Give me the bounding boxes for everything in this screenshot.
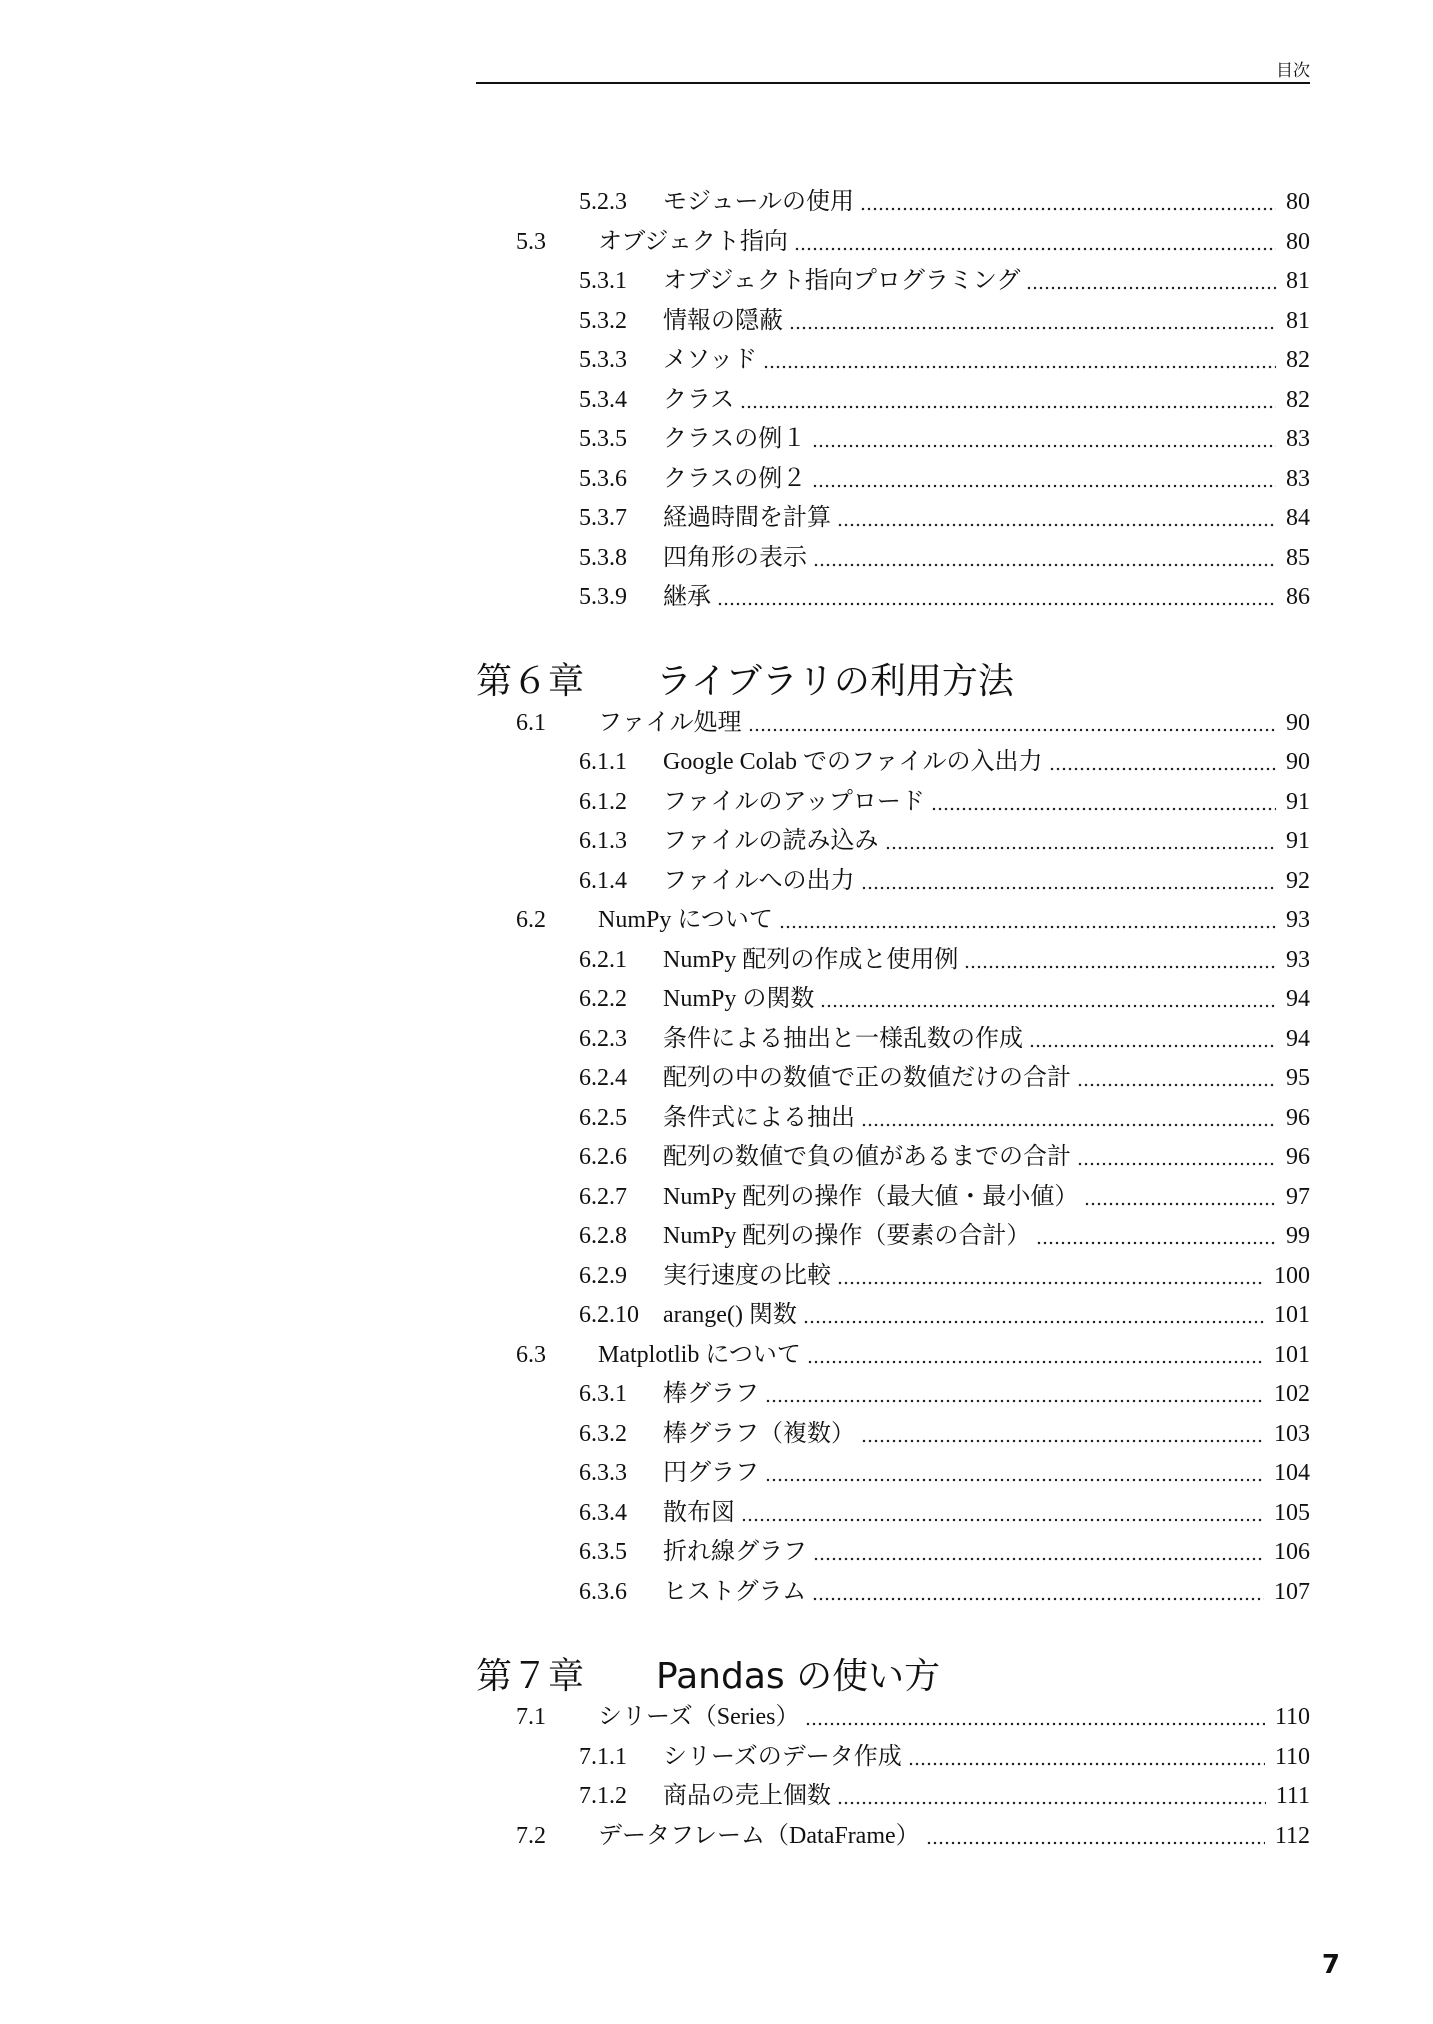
entry-title: メソッド	[663, 347, 758, 373]
entry-number: 7.1.2	[579, 1783, 627, 1809]
entry-number: 6.2.3	[579, 1025, 627, 1052]
entry-page-number: 94	[1286, 1025, 1310, 1052]
dot-leader	[1026, 285, 1276, 291]
entry-page-number: 93	[1286, 946, 1310, 973]
dot-leader	[807, 1359, 1264, 1365]
dot-leader	[1036, 1240, 1276, 1246]
entry-title: NumPy 配列の操作（最大値・最小値）	[663, 1183, 1079, 1210]
toc-subsection-entry[interactable]	[579, 1414, 1310, 1454]
entry-title: モジュールの使用	[663, 189, 855, 215]
entry-page-number: 94	[1286, 986, 1310, 1012]
toc-subsection-entry[interactable]	[579, 979, 1310, 1019]
chapter-title: Pandas の使い方	[656, 1655, 941, 1697]
dot-leader	[812, 1596, 1264, 1602]
dot-leader	[794, 246, 1276, 252]
dot-leader	[926, 1840, 1265, 1846]
chapter-number: 第７章	[476, 1655, 585, 1697]
entry-page-number: 91	[1286, 828, 1310, 854]
toc-subsection-entry[interactable]	[579, 419, 1310, 459]
toc-section-entry[interactable]	[516, 1335, 1310, 1375]
dot-leader	[763, 364, 1276, 370]
toc-subsection-entry[interactable]	[579, 1374, 1310, 1414]
entry-page-number: 112	[1274, 1822, 1310, 1849]
entry-number: 6.3.3	[579, 1460, 627, 1486]
entry-title: ヒストグラム	[663, 1578, 807, 1605]
entry-number: 5.3.3	[579, 347, 627, 373]
toc-subsection-entry[interactable]	[579, 380, 1310, 420]
running-header: 目次	[1276, 61, 1310, 81]
entry-title: 条件による抽出と一様乱数の作成	[663, 1025, 1023, 1052]
toc-subsection-entry[interactable]	[579, 1137, 1310, 1177]
entry-number: 5.3.2	[579, 307, 627, 334]
entry-number: 6.2.8	[579, 1223, 627, 1249]
dot-leader	[861, 1122, 1276, 1128]
toc-subsection-entry[interactable]	[579, 742, 1310, 782]
entry-title: データフレーム（DataFrame）	[598, 1822, 920, 1849]
entry-number: 6.2.2	[579, 986, 627, 1012]
entry-number: 6.2.7	[579, 1183, 627, 1210]
toc-subsection-entry[interactable]	[579, 340, 1310, 380]
entry-title: クラスの例１	[663, 426, 807, 452]
entry-title: 配列の数値で負の値があるまでの合計	[663, 1144, 1071, 1170]
entry-number: 5.3.4	[579, 386, 627, 413]
toc-section-entry[interactable]	[516, 222, 1310, 262]
entry-number: 6.1.2	[579, 788, 627, 815]
entry-page-number: 97	[1286, 1183, 1310, 1210]
entry-number: 6.3.4	[579, 1499, 627, 1526]
dot-leader	[837, 1800, 1266, 1806]
entry-number: 6.3.5	[579, 1539, 627, 1565]
toc-subsection-entry[interactable]	[579, 1572, 1310, 1612]
entry-page-number: 110	[1274, 1704, 1310, 1730]
toc-subsection-entry[interactable]	[579, 498, 1310, 538]
entry-title: NumPy 配列の作成と使用例	[663, 946, 959, 973]
entry-title: オブジェクト指向プログラミング	[663, 268, 1021, 294]
entry-title: シリーズのデータ作成	[663, 1743, 902, 1770]
entry-number: 6.2	[516, 907, 546, 933]
entry-number: 5.3.7	[579, 505, 627, 531]
toc-subsection-entry[interactable]	[579, 538, 1310, 578]
entry-title: ファイル処理	[598, 709, 742, 736]
toc-subsection-entry[interactable]	[579, 577, 1310, 617]
toc-subsection-entry[interactable]	[579, 1776, 1310, 1816]
entry-page-number: 111	[1275, 1783, 1310, 1809]
entry-number: 7.1	[516, 1704, 546, 1730]
entry-title: NumPy の関数	[663, 986, 815, 1012]
entry-number: 5.3.8	[579, 544, 627, 571]
toc-subsection-entry[interactable]	[579, 1737, 1310, 1777]
dot-leader	[748, 727, 1276, 733]
entry-number: 5.3	[516, 228, 546, 255]
entry-page-number: 104	[1274, 1460, 1310, 1486]
entry-number: 5.3.6	[579, 465, 627, 492]
entry-page-number: 105	[1274, 1499, 1310, 1526]
dot-leader	[837, 1280, 1264, 1286]
entry-page-number: 83	[1286, 426, 1310, 452]
entry-page-number: 92	[1286, 867, 1310, 894]
toc-section-entry[interactable]	[516, 1816, 1310, 1856]
dot-leader	[1084, 1201, 1276, 1207]
entry-page-number: 106	[1274, 1539, 1310, 1565]
dot-leader	[779, 924, 1276, 930]
entry-page-number: 93	[1286, 907, 1310, 933]
toc-subsection-entry[interactable]	[579, 1058, 1310, 1098]
toc-subsection-entry[interactable]	[579, 1256, 1310, 1296]
header-rule	[476, 82, 1310, 84]
dot-leader	[1077, 1161, 1276, 1167]
entry-page-number: 80	[1286, 189, 1310, 215]
toc-subsection-entry[interactable]	[579, 1453, 1310, 1493]
entry-title: 商品の売上個数	[663, 1783, 831, 1809]
toc-subsection-entry[interactable]	[579, 861, 1310, 901]
dot-leader	[717, 601, 1276, 607]
toc-subsection-entry[interactable]	[579, 1177, 1310, 1217]
toc-section-entry[interactable]	[516, 703, 1310, 743]
dot-leader	[741, 1517, 1264, 1523]
entry-title: 散布図	[663, 1499, 735, 1526]
entry-page-number: 110	[1274, 1743, 1310, 1770]
dot-leader	[805, 1721, 1264, 1727]
entry-number: 6.2.5	[579, 1104, 627, 1131]
dot-leader	[812, 443, 1276, 449]
dot-leader	[1049, 766, 1277, 772]
entry-page-number: 84	[1286, 505, 1310, 531]
entry-title: クラス	[663, 386, 735, 413]
dot-leader	[813, 562, 1276, 568]
entry-page-number: 90	[1286, 709, 1310, 736]
entry-page-number: 96	[1286, 1144, 1310, 1170]
toc-subsection-entry[interactable]	[579, 1532, 1310, 1572]
toc-subsection-entry[interactable]	[579, 459, 1310, 499]
entry-page-number: 102	[1274, 1381, 1310, 1407]
entry-number: 7.1.1	[579, 1743, 627, 1770]
dot-leader	[740, 404, 1276, 410]
dot-leader	[803, 1319, 1264, 1325]
entry-page-number: 80	[1286, 228, 1310, 255]
dot-leader	[861, 885, 1276, 891]
entry-number: 6.1	[516, 709, 546, 736]
dot-leader	[1029, 1043, 1276, 1049]
entry-title: arange() 関数	[663, 1302, 797, 1328]
entry-number: 6.2.10	[579, 1302, 639, 1328]
chapter-title: ライブラリの利用方法	[656, 661, 1014, 702]
entry-page-number: 103	[1274, 1420, 1310, 1447]
toc-subsection-entry[interactable]	[579, 1019, 1310, 1059]
entry-page-number: 101	[1274, 1341, 1310, 1368]
entry-page-number: 101	[1274, 1302, 1310, 1328]
entry-page-number: 91	[1286, 788, 1310, 815]
entry-page-number: 83	[1286, 465, 1310, 492]
entry-title: 継承	[663, 584, 711, 610]
toc-subsection-entry[interactable]	[579, 782, 1310, 822]
dot-leader	[861, 1438, 1264, 1444]
entry-page-number: 81	[1286, 307, 1310, 334]
entry-page-number: 86	[1286, 584, 1310, 610]
entry-title: 棒グラフ（複数）	[663, 1420, 855, 1447]
toc-subsection-entry[interactable]	[579, 1295, 1310, 1335]
entry-page-number: 82	[1286, 386, 1310, 413]
entry-page-number: 95	[1286, 1065, 1310, 1091]
entry-number: 6.2.4	[579, 1065, 627, 1091]
entry-number: 5.3.5	[579, 426, 627, 452]
toc-subsection-entry[interactable]	[579, 940, 1310, 980]
entry-title: Google Colab でのファイルの入出力	[663, 749, 1043, 775]
toc-subsection-entry[interactable]	[579, 1493, 1310, 1533]
dot-leader	[812, 483, 1276, 489]
entry-number: 6.2.6	[579, 1144, 627, 1170]
entry-title: 折れ線グラフ	[663, 1539, 807, 1565]
entry-page-number: 85	[1286, 544, 1310, 571]
dot-leader	[1077, 1082, 1276, 1088]
toc-subsection-entry[interactable]	[579, 1098, 1310, 1138]
entry-number: 5.2.3	[579, 189, 627, 215]
entry-number: 6.3.1	[579, 1381, 627, 1407]
chapter-number: 第６章	[476, 661, 585, 702]
chapter-heading	[476, 1645, 1310, 1701]
entry-number: 6.2.9	[579, 1262, 627, 1289]
toc-subsection-entry[interactable]	[579, 261, 1310, 301]
toc-subsection-entry[interactable]	[579, 821, 1310, 861]
dot-leader	[964, 964, 1276, 970]
entry-number: 6.1.3	[579, 828, 627, 854]
entry-number: 6.3.2	[579, 1420, 627, 1447]
entry-title: オブジェクト指向	[598, 228, 788, 255]
dot-leader	[765, 1398, 1264, 1404]
dot-leader	[820, 1003, 1276, 1009]
entry-title: 円グラフ	[663, 1460, 759, 1486]
entry-title: シリーズ（Series）	[598, 1704, 800, 1730]
entry-title: 条件式による抽出	[663, 1104, 855, 1131]
entry-page-number: 82	[1286, 347, 1310, 373]
toc-subsection-entry[interactable]	[579, 1216, 1310, 1256]
entry-number: 5.3.1	[579, 268, 627, 294]
entry-title: ファイルの読み込み	[663, 828, 879, 854]
dot-leader	[789, 325, 1276, 331]
entry-title: 情報の隠蔽	[663, 307, 783, 334]
page-number: 7	[1321, 1950, 1340, 1980]
dot-leader	[765, 1477, 1264, 1483]
entry-number: 6.3.6	[579, 1578, 627, 1605]
entry-number: 6.3	[516, 1341, 546, 1368]
toc-subsection-entry[interactable]	[579, 301, 1310, 341]
entry-number: 7.2	[516, 1822, 546, 1849]
dot-leader	[837, 522, 1276, 528]
dot-leader	[931, 806, 1276, 812]
entry-page-number: 107	[1274, 1578, 1310, 1605]
toc-section-entry[interactable]	[516, 1697, 1310, 1737]
entry-title: 配列の中の数値で正の数値だけの合計	[663, 1065, 1071, 1091]
toc-subsection-entry[interactable]	[579, 182, 1310, 222]
entry-title: ファイルのアップロード	[663, 788, 925, 815]
entry-page-number: 81	[1286, 268, 1310, 294]
chapter-heading	[476, 651, 1310, 707]
entry-title: 経過時間を計算	[663, 505, 831, 531]
entry-title: Matplotlib について	[598, 1341, 801, 1368]
dot-leader	[813, 1556, 1264, 1562]
entry-number: 6.2.1	[579, 946, 627, 973]
toc-section-entry[interactable]	[516, 900, 1310, 940]
entry-page-number: 100	[1274, 1262, 1310, 1289]
entry-title: 棒グラフ	[663, 1381, 759, 1407]
dot-leader	[908, 1761, 1265, 1767]
entry-number: 6.1.1	[579, 749, 627, 775]
entry-page-number: 90	[1286, 749, 1310, 775]
entry-title: 四角形の表示	[663, 544, 807, 571]
dot-leader	[860, 206, 1276, 212]
entry-title: クラスの例２	[663, 465, 807, 492]
entry-title: ファイルへの出力	[663, 867, 855, 894]
entry-page-number: 96	[1286, 1104, 1310, 1131]
entry-number: 5.3.9	[579, 584, 627, 610]
entry-title: NumPy について	[598, 907, 773, 933]
entry-number: 6.1.4	[579, 867, 627, 894]
entry-title: 実行速度の比較	[663, 1262, 831, 1289]
dot-leader	[885, 845, 1276, 851]
entry-page-number: 99	[1286, 1223, 1310, 1249]
entry-title: NumPy 配列の操作（要素の合計）	[663, 1223, 1031, 1249]
